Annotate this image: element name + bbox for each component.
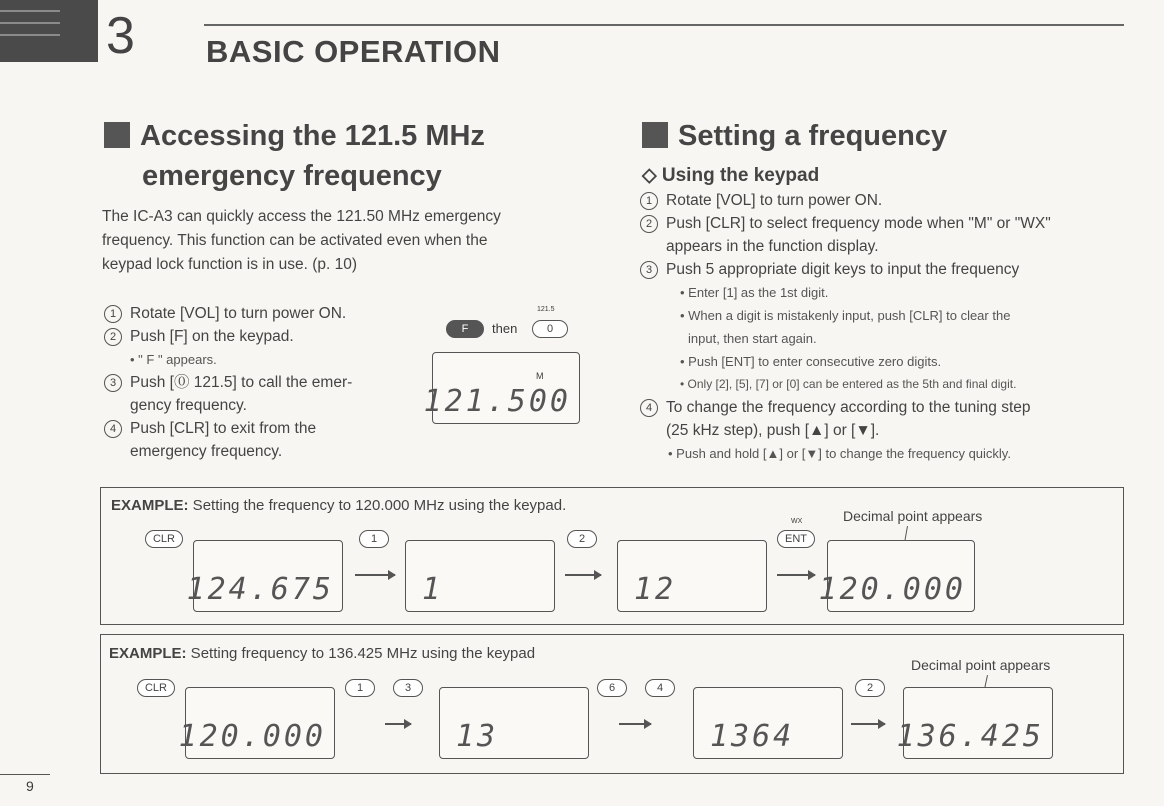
arrow-3	[777, 574, 815, 576]
key-4: 4	[645, 679, 675, 697]
left-section-title: Accessing the 121.5 MHz	[104, 116, 485, 156]
example-2-callout: Decimal point appears	[911, 657, 1051, 673]
lcd-6: 13	[439, 687, 589, 759]
arrow-5	[619, 723, 651, 725]
key-ent: ENT	[777, 530, 815, 548]
chapter-tab	[0, 0, 98, 62]
lcd-7: 1364	[693, 687, 843, 759]
then-label: then	[492, 321, 518, 336]
key-2: 2	[855, 679, 885, 697]
key-6: 6	[597, 679, 627, 697]
key-1: 1	[345, 679, 375, 697]
right-section-title: Setting a frequency	[642, 116, 947, 156]
footer-rule	[0, 774, 50, 775]
lcd-2: 1	[405, 540, 555, 612]
section-bullet-icon	[104, 122, 130, 148]
key-0-label: 121.5	[537, 306, 555, 313]
lcd-indicator: M	[536, 371, 544, 381]
lcd-emergency: M 121.500	[432, 352, 580, 424]
arrow-2	[565, 574, 601, 576]
page-number: 9	[26, 778, 34, 794]
left-steps: 1 Rotate [VOL] to turn power ON. 2 Push [F] on the keypad. • " F " appears. 3 Push [⓪ 121.5] to call the emer- gency frequency. 4 Push [CLR] to exit from the emergency frequency.	[104, 302, 399, 463]
lcd-1: 124.675	[193, 540, 343, 612]
lcd-4: 120.000	[827, 540, 975, 612]
chapter-number: 3	[106, 7, 135, 65]
key-3: 3	[393, 679, 423, 697]
example-1-title: EXAMPLE: Setting the frequency to 120.000 MHz using the keypad.	[111, 497, 567, 514]
example-box-2	[100, 634, 1124, 774]
right-subtitle: ◇ Using the keypad	[642, 165, 820, 186]
arrow-4	[385, 723, 411, 725]
example-2-title: EXAMPLE: Setting frequency to 136.425 MHz using the keypad	[109, 645, 536, 662]
left-intro: The IC-A3 can quickly access the 121.50 MHz emergency frequency. This function can be activated even when the keypad lock function is in use. (p. 10)	[102, 208, 501, 273]
f-key: F	[446, 320, 484, 338]
lcd-8: 136.425	[903, 687, 1053, 759]
arrow-1	[355, 574, 395, 576]
lcd-5: 120.000	[185, 687, 335, 759]
key-1: 1	[359, 530, 389, 548]
chapter-title: BASIC OPERATION	[206, 34, 501, 69]
key-0: 0	[532, 320, 568, 338]
section-bullet-icon	[642, 122, 668, 148]
left-section-title-line2: emergency frequency	[142, 160, 442, 192]
example-1-callout: Decimal point appears	[843, 508, 983, 524]
header-rule	[204, 24, 1124, 26]
key-clr: CLR	[137, 679, 175, 697]
ent-label: WX	[791, 518, 803, 525]
key-clr: CLR	[145, 530, 183, 548]
lcd-3: 12	[617, 540, 767, 612]
key-2: 2	[567, 530, 597, 548]
right-steps: 1 Rotate [VOL] to turn power ON. 2 Push [CLR] to select frequency mode when "M" or "WX" appears in the function display. 3 Push 5 appropriate digit keys to input the frequency • Enter [1] as the 1st digit. • When a digit is mistakenly input, push [CLR] to clear the input, then start again. • Push [ENT] to enter consecutive zero digits. • Only [2], [5], [7] or [0] can be entered as the 5th and final digit. 4 To change the frequency according to the tuning step (25 kHz step), push [▲] or [▼]. • Push and hold [▲] or [▼] to change the frequency quickly.	[640, 189, 1124, 465]
arrow-6	[851, 723, 885, 725]
example-box-1	[100, 487, 1124, 625]
